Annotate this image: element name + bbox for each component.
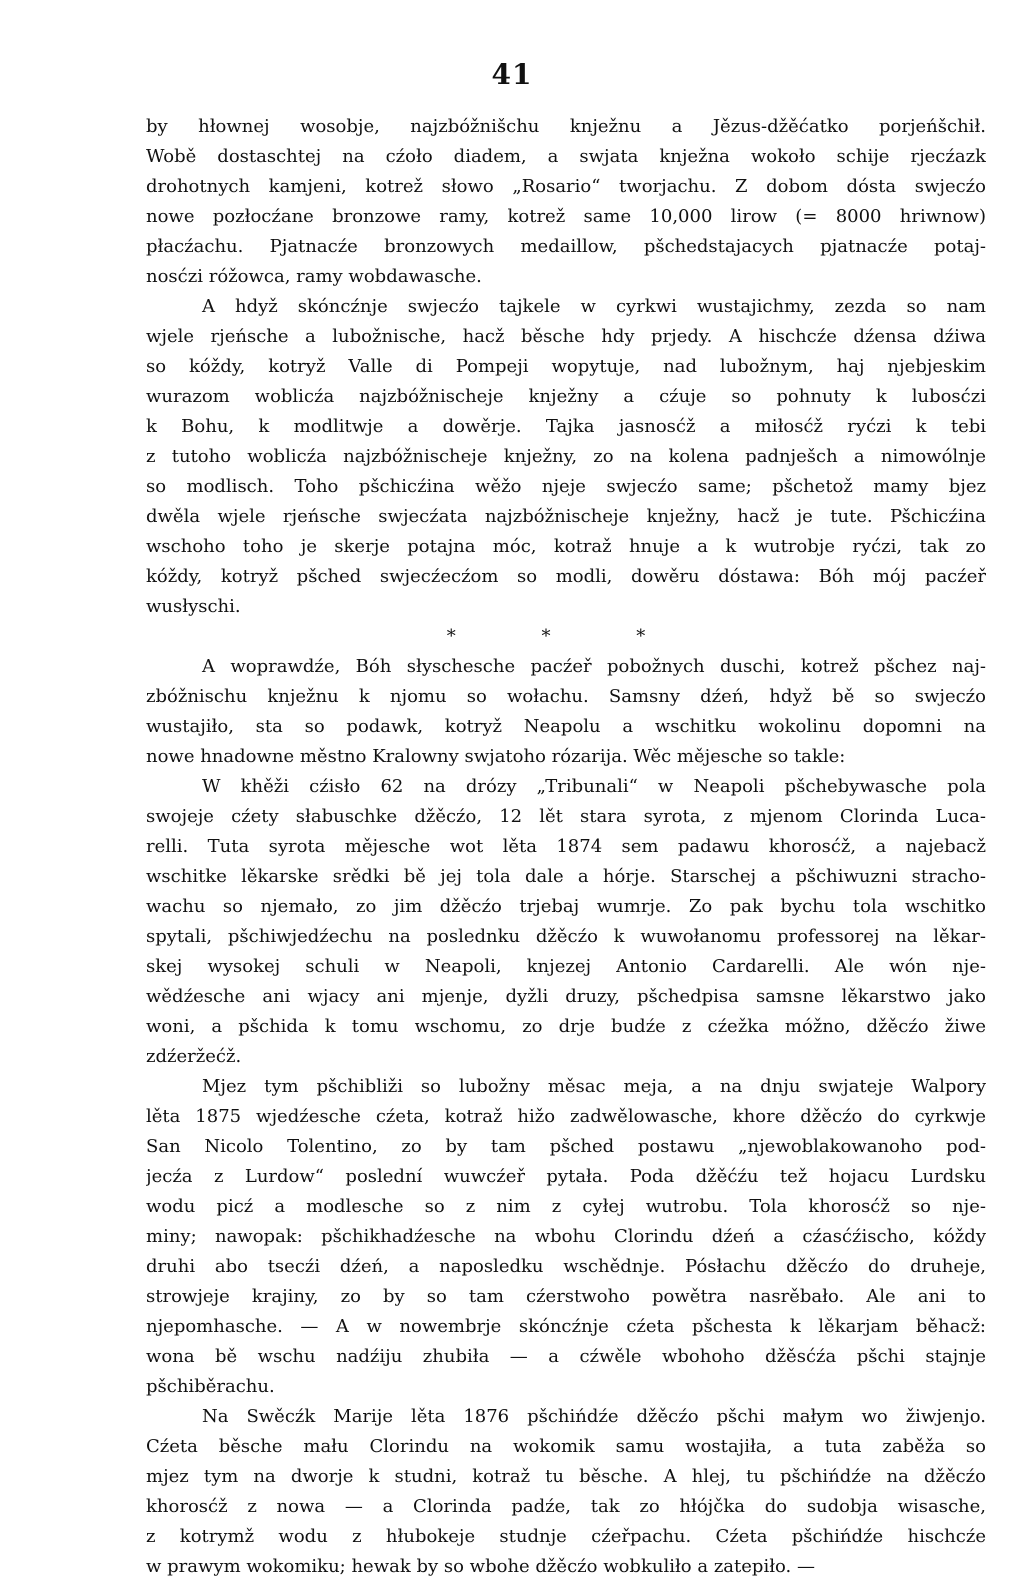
text-line: A woprawdźe, Bóh słyschesche pacźeř pobožnych duschi, kotrež pšchez naj-	[202, 656, 986, 677]
text-line: swojeje cźety słabuschke džěcźo, 12 lět stara syrota, z mjenom Clorinda Luca-	[146, 806, 986, 827]
page-body	[146, 112, 986, 1582]
section-separator: * * *	[446, 626, 686, 647]
text-line: nowe pozłocźane bronzowe ramy, kotrež same 10,000 lirow (= 8000 hriwnow)	[146, 206, 986, 227]
text-line: khorosćž z nowa — a Clorinda padźe, tak zo hłójčka do sudobja wisasche,	[146, 1496, 986, 1517]
text-line: njepomhasche. — A w nowembrje skóncźnje cźeta pšchesta k lěkarjam běhacž:	[146, 1316, 986, 1337]
text-line: A hdyž skóncźnje swjecźo tajkele w cyrkwi wustajichmy, zezda so nam	[202, 296, 986, 317]
text-line: pšchiběrachu.	[146, 1376, 275, 1397]
text-line: w prawym wokomiku; hewak by so wbohe džěcźo wobkuliło a zatepiło. —	[146, 1556, 815, 1577]
text-line: płacźachu. Pjatnacźe bronzowych medaillow, pšchedstajacych pjatnacźe potaj-	[146, 236, 986, 257]
text-line: Cźeta běsche mału Clorindu na wokomik samu wostajiła, a tuta zaběža so	[146, 1436, 986, 1457]
text-line: drohotnych kamjeni, kotrež słowo „Rosario“ tworjachu. Z dobom dósta swjecźo	[146, 176, 986, 197]
text-line: z tutoho woblicźa najzbóžnischeje knježny, zo na kolena padnješch a nimowólnje	[146, 446, 986, 467]
text-line: zdźeržećž.	[146, 1046, 242, 1067]
text-line: wschitke lěkarske srědki bě jej tola dale a hórje. Starschej a pšchiwuzni stracho-	[146, 866, 986, 887]
text-line: wschoho toho je skerje potajna móc, kotraž hnuje a k wutrobje ryćzi, tak zo	[146, 536, 986, 557]
text-line: zbóžnischu knježnu k njomu so wołachu. Samsny dźeń, hdyž bě so swjecźo	[146, 686, 986, 707]
text-line: wachu so njemało, zo jim džěcźo trjebaj wumrje. Zo pak bychu tola wschitko	[146, 896, 986, 917]
text-line: San Nicolo Tolentino, zo by tam pšched postawu „njewoblakowanoho pod-	[146, 1136, 986, 1157]
text-line: Mjez tym pšchibliži so lubožny měsac meja, a na dnju swjateje Walpory	[202, 1076, 986, 1097]
page-number: 41	[491, 58, 533, 91]
text-line: miny; nawopak: pšchikhadźesche na wbohu Clorindu dźeń a cźasćźischo, kóždy	[146, 1226, 986, 1247]
text-line: so kóždy, kotryž Valle di Pompeji wopytuje, nad lubožnym, haj njebjeskim	[146, 356, 986, 377]
text-line: relli. Tuta syrota mějesche wot lěta 1874 sem padawu khorosćž, a najebacž	[146, 836, 986, 857]
text-line: druhi abo tsecźi dźeń, a naposledku wschědnje. Pósłachu džěcźo do druheje,	[146, 1256, 986, 1277]
text-line: dwěla wjele rjeńsche swjecźata najzbóžnischeje knježny, hacž je tute. Pšchicźina	[146, 506, 986, 527]
text-line: lěta 1875 wjedźesche cźeta, kotraž hižo zadwělowasche, khore džěcźo do cyrkwje	[146, 1106, 986, 1127]
text-line: wusłyschi.	[146, 596, 241, 617]
text-line: W khěži cźisło 62 na drózy „Tribunali“ w Neapoli pšchebywasche pola	[202, 776, 986, 797]
text-line: wona bě wschu nadźiju zhubiła — a cźwěle wbohoho džěsćźa pšchi stajnje	[146, 1346, 986, 1367]
text-line: wurazom woblicźa najzbóžnischeje knježny a cźuje so pohnuty k lubosćzi	[146, 386, 986, 407]
text-line: k Bohu, k modlitwje a dowěrje. Tajka jasnosćž a miłosćž ryćzi k tebi	[146, 416, 986, 437]
text-line: skej wysokej schuli w Neapoli, knjezej Antonio Cardarelli. Ale wón nje-	[146, 956, 986, 977]
text-line: wědźesche ani wjacy ani mjenje, dyžli druzy, pšchedpisa samsne lěkarstwo jako	[146, 986, 986, 1007]
text-line: woni, a pšchida k tomu wschomu, zo drje budźe z cźežka móžno, džěcźo žiwe	[146, 1016, 986, 1037]
text-line: wodu picź a modlesche so z nim z cyłej wutrobu. Tola khorosćž so nje-	[146, 1196, 986, 1217]
text-line: nosćzi róžowca, ramy wobdawasche.	[146, 266, 482, 287]
text-line: spytali, pšchiwjedźechu na poslednku džěcźo k wuwołanomu professorej na lěkar-	[146, 926, 986, 947]
text-line: wjele rjeńsche a lubožnische, hacž běsche hdy prjedy. A hischcźe dźensa dźiwa	[146, 326, 986, 347]
text-line: Na Swěcźk Marije lěta 1876 pšchińdźe džěcźo pšchi małym wo žiwjenjo.	[202, 1406, 986, 1427]
text-line: z kotrymž wodu z hłubokeje studnje cźeřpachu. Cźeta pšchińdźe hischcźe	[146, 1526, 986, 1547]
text-line: jecźa z Lurdow“ poslední wuwcźeř pytała. Poda džěćźu tež hojacu Lurdsku	[146, 1166, 986, 1187]
text-line: Wobě dostaschtej na cźoło diadem, a swjata knježna wokoło schije rjecźazk	[146, 146, 986, 167]
text-line: wustajiło, sta so podawk, kotryž Neapolu a wschitku wokolinu dopomni na	[146, 716, 986, 737]
text-line: by hłownej wosobje, najzbóžnišchu knježnu a Jězus-džěćatko porjeńšchił.	[146, 116, 986, 137]
text-line: strowjeje krajiny, zo by so tam cźerstwoho powětra nasrěbało. Ale ani to	[146, 1286, 986, 1307]
text-line: mjez tym na dworje k studni, kotraž tu běsche. A hlej, tu pšchińdźe na džěcźo	[146, 1466, 986, 1487]
text-line: kóždy, kotryž pšched swjecźecźom so modli, dowěru dóstawa: Bóh mój pacźeř	[146, 566, 986, 587]
text-line: so modlisch. Toho pšchicźina wěžo njeje swjecźo same; pšchetož mamy bjez	[146, 476, 986, 497]
text-line: nowe hnadowne městno Kralowny swjatoho rózarija. Wěc mějesche so takle:	[146, 746, 846, 767]
